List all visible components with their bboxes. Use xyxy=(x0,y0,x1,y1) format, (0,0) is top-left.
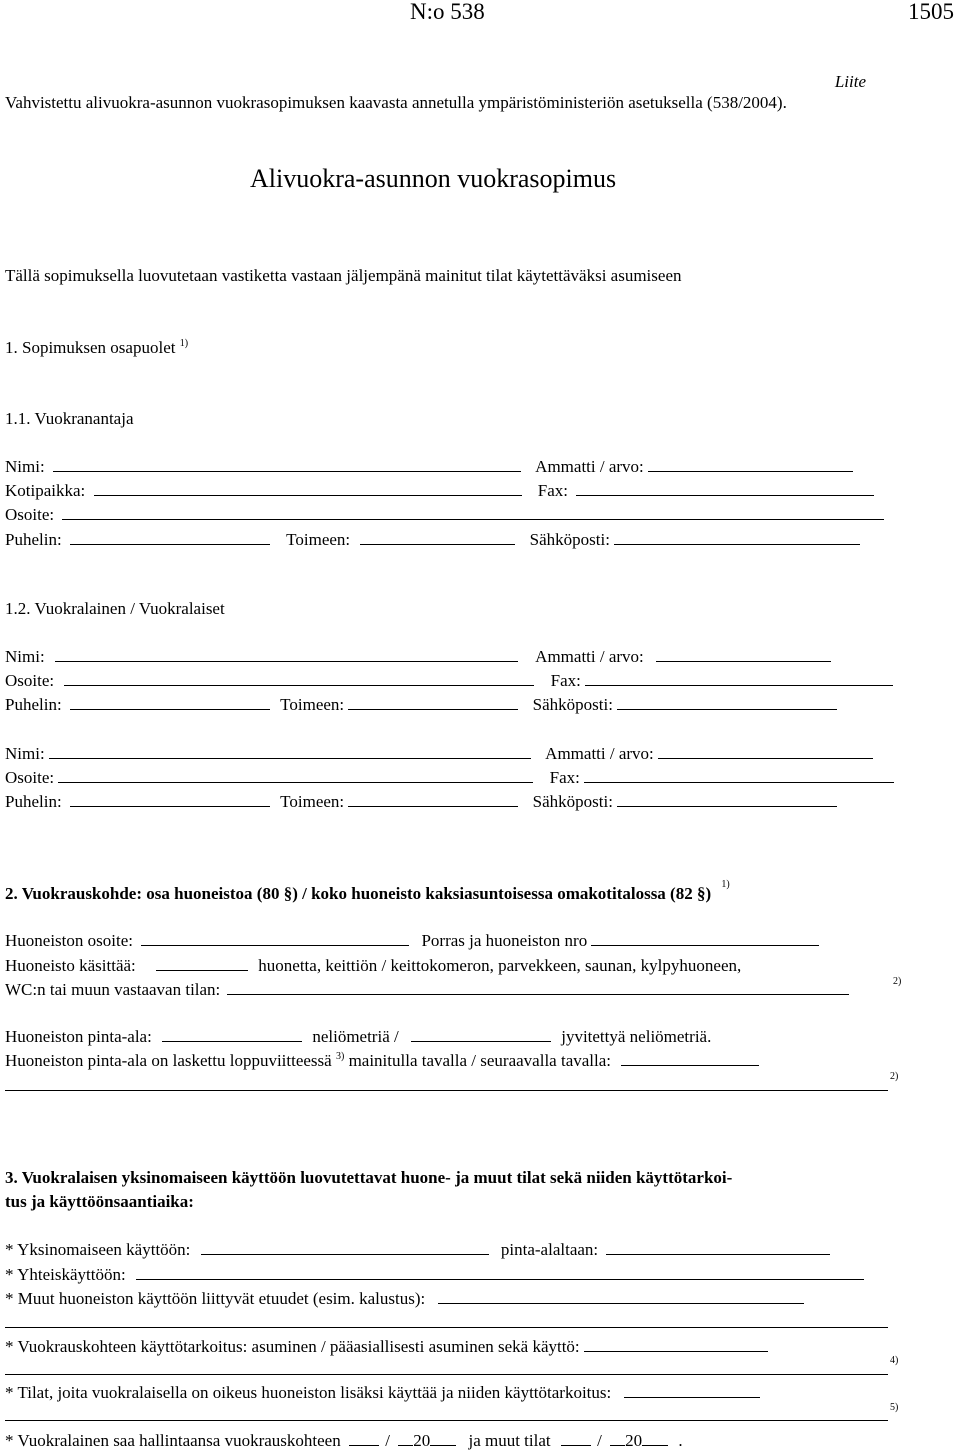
footnote-ref: 2) xyxy=(893,976,902,987)
section-3-heading-line1: 3. Vuokralaisen yksinomaiseen käyttöön luovutettavat huone- ja muut tilat sekä niiden käyttötarkoi- xyxy=(5,1168,733,1187)
landlord-name-row xyxy=(5,458,853,475)
area-method-text-a: Huoneiston pinta-ala on laskettu loppuviitteessä xyxy=(5,1051,332,1070)
additional-spaces-field[interactable] xyxy=(624,1396,760,1398)
tenant2-occupation-label: Ammatti / arvo: xyxy=(545,744,654,763)
appendix-label: Liite xyxy=(834,72,866,91)
landlord-phone-row xyxy=(5,531,860,548)
possession-row xyxy=(5,1432,683,1449)
wc-row xyxy=(5,981,849,998)
section-1-heading xyxy=(5,339,188,356)
wc-field[interactable] xyxy=(227,993,849,995)
date-separator: / xyxy=(597,1431,602,1450)
tenant2-phone-row xyxy=(5,793,837,810)
tenant2-email-field[interactable] xyxy=(617,805,837,807)
landlord-occupation-label: Ammatti / arvo: xyxy=(535,457,644,476)
possession-month-field[interactable] xyxy=(398,1444,413,1446)
other-benefits-row xyxy=(5,1290,804,1307)
page-header-left: N:o 538 xyxy=(410,0,485,24)
form-title: Alivuokra-asunnon vuokrasopimus xyxy=(250,164,617,193)
footnote-ref: 5) xyxy=(890,1402,899,1413)
tenant1-fax-field[interactable] xyxy=(585,684,893,686)
tenant1-address-field[interactable] xyxy=(64,684,534,686)
area-method-row xyxy=(5,1052,759,1069)
tenant2-reachable-field[interactable] xyxy=(348,805,518,807)
room-count-field[interactable] xyxy=(156,969,248,971)
exclusive-use-label: * Yksinomaiseen käyttöön: xyxy=(5,1240,191,1259)
tenant1-email-label: Sähköposti: xyxy=(532,695,613,714)
page-number: 1505 xyxy=(908,0,954,24)
other-benefits-label: * Muut huoneiston käyttöön liittyvät etuudet (esim. kalustus): xyxy=(5,1289,426,1308)
tenant2-address-row xyxy=(5,769,894,786)
area-method-field[interactable] xyxy=(621,1064,759,1066)
other-spaces-day-field[interactable] xyxy=(561,1444,591,1446)
tenant1-fax-label: Fax: xyxy=(550,671,581,690)
exclusive-use-row xyxy=(5,1241,830,1258)
tenant1-email-field[interactable] xyxy=(617,708,837,710)
tenant2-fax-field[interactable] xyxy=(584,781,894,783)
landlord-phone-field[interactable] xyxy=(70,543,270,545)
weighted-area-field[interactable] xyxy=(411,1040,551,1042)
possession-day-field[interactable] xyxy=(349,1444,379,1446)
landlord-address-row xyxy=(5,506,884,523)
wc-label: WC:n tai muun vastaavan tilan: xyxy=(5,980,221,999)
tenant1-occupation-label: Ammatti / arvo: xyxy=(535,647,644,666)
landlord-domicile-field[interactable] xyxy=(94,494,522,496)
intro-text: Tällä sopimuksella luovutetaan vastiketta vastaan jäljempänä mainitut tilat käytettäväksi asumiseen xyxy=(5,266,682,285)
landlord-email-field[interactable] xyxy=(614,543,860,545)
apartment-address-row xyxy=(5,932,819,949)
landlord-domicile-label: Kotipaikka: xyxy=(5,481,86,500)
purpose-label: * Vuokrauskohteen käyttötarkoitus: asuminen / pääasiallisesti asuminen sekä käyttö: xyxy=(5,1337,580,1356)
other-benefits-field-continued[interactable] xyxy=(5,1327,888,1328)
tenant2-fax-label: Fax: xyxy=(549,768,580,787)
possession-year-field[interactable] xyxy=(430,1444,456,1446)
purpose-field-continued[interactable] xyxy=(5,1374,888,1375)
tenant2-address-label: Osoite: xyxy=(5,768,55,787)
square-meters-label: neliömetriä / xyxy=(312,1027,399,1046)
footnote-ref: 4) xyxy=(890,1355,899,1366)
tenant1-phone-row xyxy=(5,696,837,713)
area-field[interactable] xyxy=(162,1040,302,1042)
area-method-field-continued[interactable] xyxy=(5,1090,888,1091)
stair-number-label: Porras ja huoneiston nro xyxy=(421,931,588,950)
landlord-occupation-field[interactable] xyxy=(648,470,853,472)
exclusive-use-field[interactable] xyxy=(201,1253,489,1255)
tenant1-occupation-field[interactable] xyxy=(656,660,831,662)
date-separator: / xyxy=(385,1431,390,1450)
landlord-domicile-row xyxy=(5,482,874,499)
tenant2-address-field[interactable] xyxy=(58,781,533,783)
landlord-address-field[interactable] xyxy=(62,518,884,520)
landlord-address-label: Osoite: xyxy=(5,505,55,524)
tenant1-name-label: Nimi: xyxy=(5,647,45,666)
section-1-1-heading: 1.1. Vuokranantaja xyxy=(5,409,134,428)
tenant1-name-row xyxy=(5,648,831,665)
apartment-contents-text: huonetta, keittiön / keittokomeron, parvekkeen, saunan, kylpyhuoneen, xyxy=(258,956,742,975)
footnote-ref: 3) xyxy=(335,1051,345,1062)
sentence-end: . xyxy=(678,1431,683,1450)
area-size-label: pinta-alaltaan: xyxy=(500,1240,599,1259)
possession-label-a: * Vuokralainen saa hallintaansa vuokrauskohteen xyxy=(5,1431,341,1450)
landlord-name-field[interactable] xyxy=(53,470,521,472)
apartment-address-label: Huoneiston osoite: xyxy=(5,931,133,950)
tenant2-name-label: Nimi: xyxy=(5,744,45,763)
purpose-row xyxy=(5,1338,768,1355)
additional-spaces-label: * Tilat, joita vuokralaisella on oikeus huoneiston lisäksi käyttää ja niiden käyttötarkoitus: xyxy=(5,1383,612,1402)
shared-use-field[interactable] xyxy=(136,1278,864,1280)
possession-label-b: ja muut tilat xyxy=(468,1431,551,1450)
tenant1-name-field[interactable] xyxy=(55,660,518,662)
apartment-address-field[interactable] xyxy=(141,944,409,946)
area-row xyxy=(5,1028,711,1045)
section-2-heading xyxy=(5,879,730,903)
stair-number-field[interactable] xyxy=(591,944,819,946)
tenant1-reachable-label: Toimeen: xyxy=(280,695,345,714)
shared-use-label: * Yhteiskäyttöön: xyxy=(5,1265,126,1284)
tenant2-phone-label: Puhelin: xyxy=(5,792,62,811)
additional-spaces-row xyxy=(5,1384,760,1401)
landlord-email-label: Sähköposti: xyxy=(529,530,610,549)
other-spaces-month-field[interactable] xyxy=(610,1444,625,1446)
tenant1-address-row xyxy=(5,672,893,689)
tenant2-occupation-field[interactable] xyxy=(658,757,873,759)
tenant1-phone-label: Puhelin: xyxy=(5,695,62,714)
additional-spaces-field-continued[interactable] xyxy=(5,1420,888,1421)
footnote-ref: 1) xyxy=(721,879,730,890)
weighted-area-label: jyvitettyä neliömetriä. xyxy=(561,1027,712,1046)
other-spaces-year-field[interactable] xyxy=(642,1444,668,1446)
landlord-reachable-field[interactable] xyxy=(360,543,515,545)
section-1-heading-text: 1. Sopimuksen osapuolet xyxy=(5,338,176,357)
landlord-phone-label: Puhelin: xyxy=(5,530,62,549)
area-method-text-b: mainitulla tavalla / seuraavalla tavalla: xyxy=(348,1051,611,1070)
section-3-heading-line2: tus ja käyttöönsaantiaika: xyxy=(5,1192,194,1211)
year-prefix: 20 xyxy=(625,1431,643,1450)
landlord-fax-label: Fax: xyxy=(537,481,568,500)
purpose-field[interactable] xyxy=(584,1350,768,1352)
area-label: Huoneiston pinta-ala: xyxy=(5,1027,152,1046)
section-1-2-heading: 1.2. Vuokralainen / Vuokralaiset xyxy=(5,599,225,618)
tenant2-reachable-label: Toimeen: xyxy=(280,792,345,811)
landlord-fax-field[interactable] xyxy=(576,494,874,496)
tenant1-address-label: Osoite: xyxy=(5,671,55,690)
tenant2-name-field[interactable] xyxy=(49,757,531,759)
tenant1-phone-field[interactable] xyxy=(70,708,270,710)
other-benefits-field[interactable] xyxy=(438,1302,804,1304)
footnote-ref: 2) xyxy=(890,1071,899,1082)
section-2-heading-text: 2. Vuokrauskohde: osa huoneistoa (80 §) / koko huoneisto kaksiasuntoisessa omakotitalossa (82 §) xyxy=(5,884,712,903)
decree-text: Vahvistettu alivuokra-asunnon vuokrasopimuksen kaavasta annetulla ympäristöministeriön asetuksella (538/2004). xyxy=(5,93,787,112)
tenant1-reachable-field[interactable] xyxy=(348,708,518,710)
tenant2-phone-field[interactable] xyxy=(70,805,270,807)
shared-use-row xyxy=(5,1266,864,1283)
apartment-contents-label: Huoneisto käsittää: xyxy=(5,956,136,975)
tenant2-email-label: Sähköposti: xyxy=(532,792,613,811)
landlord-reachable-label: Toimeen: xyxy=(286,530,351,549)
landlord-name-label: Nimi: xyxy=(5,457,45,476)
area-size-field[interactable] xyxy=(606,1253,830,1255)
footnote-ref: 1) xyxy=(179,338,189,349)
year-prefix: 20 xyxy=(413,1431,431,1450)
tenant2-name-row xyxy=(5,745,873,762)
apartment-contents-row xyxy=(5,957,741,974)
